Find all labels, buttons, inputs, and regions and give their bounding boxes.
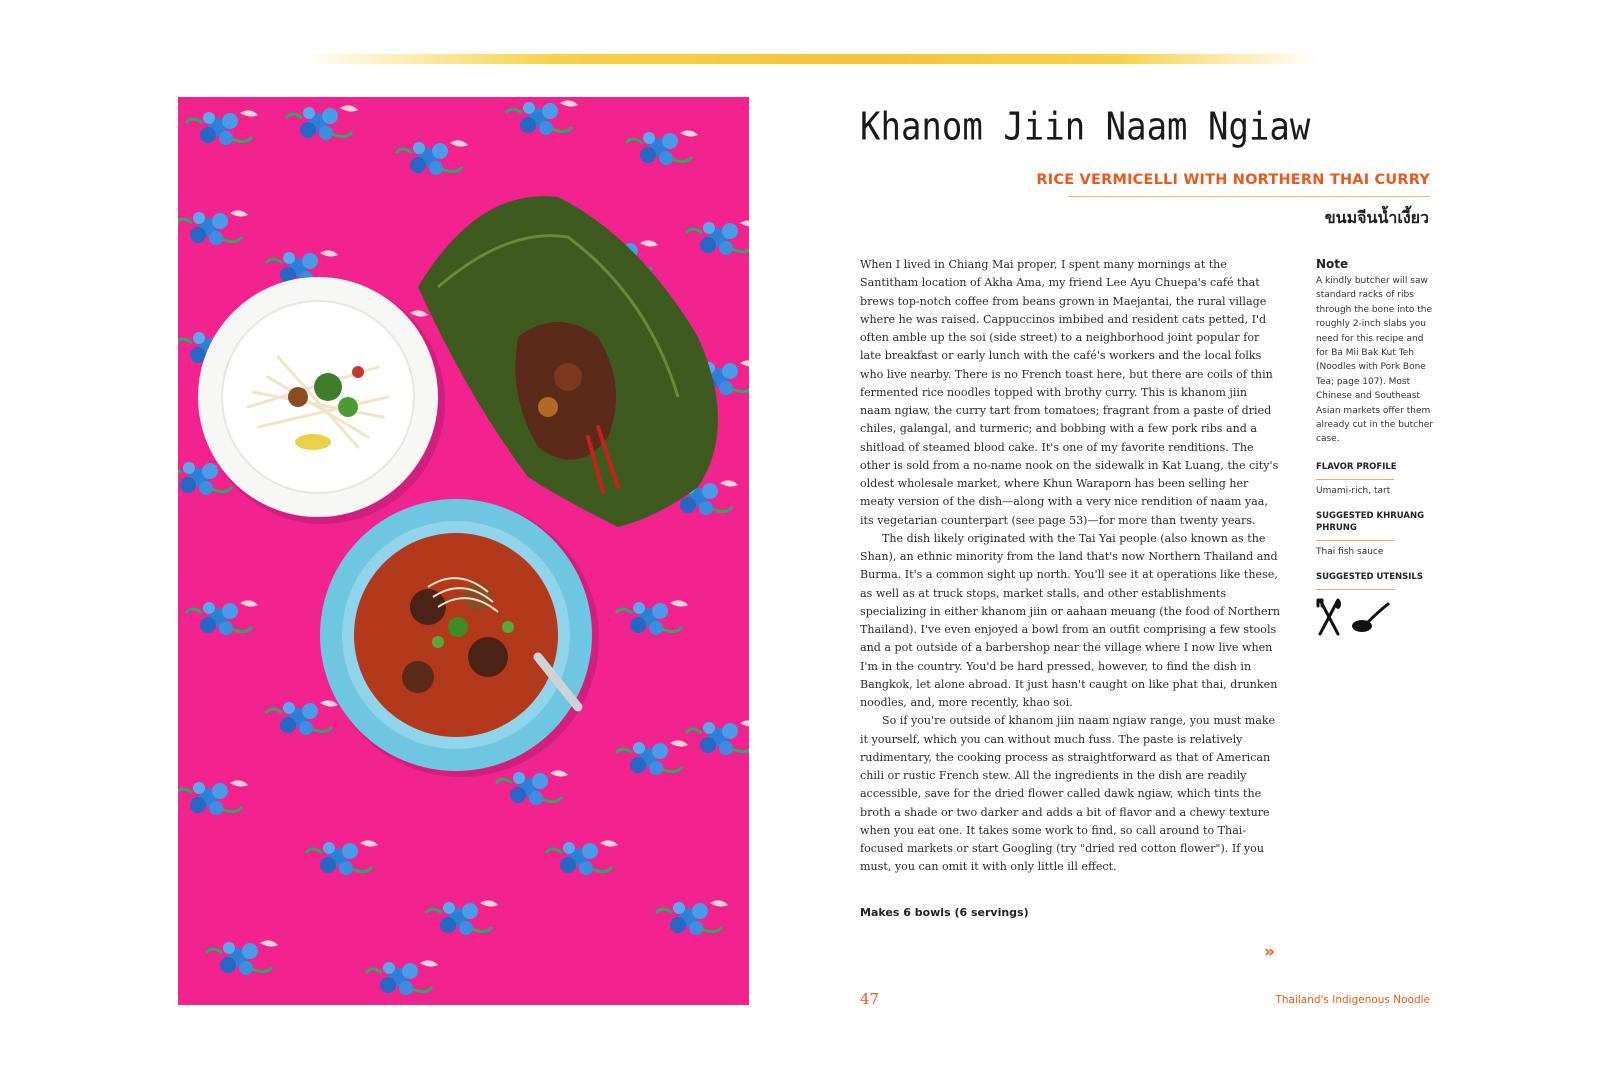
fork-spoon-icon — [1318, 599, 1341, 634]
intro-paragraph: When I lived in Chiang Mai proper, I spent many mornings at the Santitham location of Akha Ama, my friend Lee Ayu Chuepa's café that brews top-notch coffee from beans grown in Maejantai, the rural village where he was raised. Cappuccinos imbibed and resident cats petted, I'd often amble up the soi (side street) to a neighborhood joint popular for late breakfast or early lunch with the café's workers and the local folks who live nearby. There is no French toast here, but there are coils of thin fermented rice noodles topped with brothy curry. This is khanom jiin naam ngiaw, the curry tart from tomatoes; fragrant from a paste of dried chiles, galangal, and turmeric; and bobbing with a few pork ribs and a shitload of steamed blood cake. It's one of my favorite renditions. The other is sold from a no-name nook on the sidewalk in Kat Luang, the city's oldest wholesale market, where Khun Waraporn has been selling her meaty version of the dish—along with a very nice rendition of naam yaa, its vegetarian counterpart (see page 53)—for more than twenty years. — [860, 258, 1279, 527]
recipe-intro — [860, 256, 1280, 877]
recipe-yield: Makes 6 bowls (6 servings) — [860, 906, 1029, 919]
recipe-title: Khanom Jiin Naam Ngiaw — [860, 105, 1311, 150]
food-photo — [178, 97, 749, 1005]
khruang-phrung-heading: SUGGESTED KHRUANG PHRUNG — [1316, 510, 1425, 533]
utensils-heading: SUGGESTED UTENSILS — [1316, 571, 1423, 582]
page-number: 47 — [860, 990, 880, 1008]
khruang-divider — [1316, 540, 1394, 541]
top-gradient-bar — [300, 54, 1320, 64]
note-text: A kindly butcher will saw standard racks of ribs through the bone into the roughly 2-inch slabs you need for this recipe and for Ba Mii Bak Kut Teh (Noodles with Pork Bone Tea; page 107). Most Chinese and Southeast Asian markets offer them already cut in the butcher case. — [1316, 276, 1434, 445]
next-page-arrow-icon[interactable]: » — [1264, 942, 1275, 962]
running-footer: Thailand's Indigenous Noodle — [1275, 994, 1430, 1006]
recipe-sidebar — [1316, 257, 1434, 642]
recipe-subtitle: RICE VERMICELLI WITH NORTHERN THAI CURRY — [1036, 172, 1430, 188]
intro-paragraph: So if you're outside of khanom jiin naam ngiaw range, you must make it yourself, which you can without much fuss. The paste is relatively rudimentary, the cooking process as straightforward as that of American chili or rustic French stew. All the ingredients in the dish are readily accessible, save for the dried flower called dawk ngiaw, which tints the broth a shade or two darker and adds a bit of flavor and a chewy texture when you eat one. It takes some work to find, so call around to Thai-focused markets or start Googling (try "dried red cotton flower"). If you must, you can omit it with only little ill effect. — [860, 714, 1276, 874]
soup-spoon-icon — [1352, 604, 1388, 632]
flavor-divider — [1316, 479, 1394, 480]
utensils-icons — [1316, 598, 1434, 642]
note-heading: Note — [1316, 257, 1349, 271]
flavor-profile-value: Umami-rich, tart — [1316, 485, 1391, 496]
thai-title: ขนมจีนน้ำเงี้ยว — [1324, 208, 1429, 227]
intro-paragraph: The dish likely originated with the Tai Yai people (also known as the Shan), an ethnic minority from the land that's now Northern Thailand and Burma. It's a common sight up north. You'll see it at operations like these, as well as at truck stops, market stalls, and other establishments specializing in either khanom jiin or aahaan meuang (the food of Northern Thailand). I've even enjoyed a bowl from an outfit comprising a few stools and a pot outside of a barbershop near the village where I now live when I'm in the country. You'd be hard pressed, however, to find the dish in Bangkok, let alone abroad. It just hasn't caught on like phat thai, drunken noodles, and, more recently, khao soi. — [860, 531, 1281, 709]
khruang-phrung-value: Thai fish sauce — [1316, 546, 1384, 557]
subtitle-divider — [1068, 196, 1430, 197]
flavor-profile-heading: FLAVOR PROFILE — [1316, 461, 1397, 472]
utensils-divider — [1316, 589, 1394, 590]
